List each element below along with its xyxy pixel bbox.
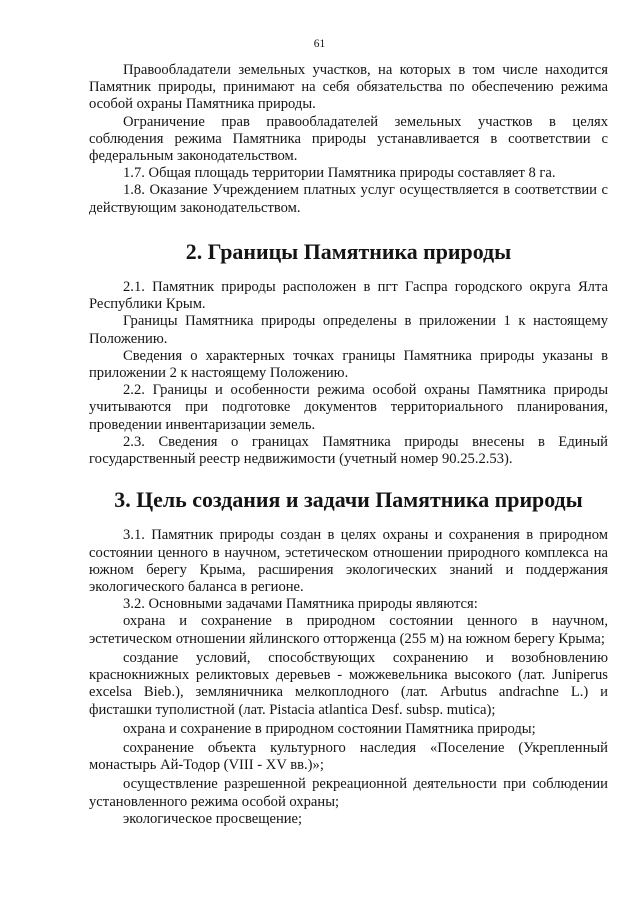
paragraph-2-3-registry: 2.3. Сведения о границах Памятника природы внесены в Единый государственный реестр недвижимости (учетный номер 90.25.2.53). [89, 433, 608, 468]
task-item-cultural-heritage: сохранение объекта культурного наследия «Поселение (Укрепленный монастырь Ай-Тодор (VIII - XV вв.)»; [89, 739, 608, 774]
section-3-heading: 3. Цель создания и задачи Памятника природы [114, 487, 583, 513]
paragraph-rightholders: Правообладатели земельных участков, на которых в том числе находится Памятник природы, принимают на себя обязательства по обеспечению режима особой охраны Памятника природы. [89, 62, 608, 113]
task-item-preservation: охрана и сохранение в природном состоянии Памятника природы; [123, 720, 536, 737]
paragraph-rights-restriction: Ограничение прав правообладателей земельных участков в целях соблюдения режима Памятника природы устанавливается в соответствии с федеральным законодательством. [89, 113, 608, 165]
paragraph-3-2-tasks-intro: 3.2. Основными задачами Памятника природы являются: [123, 596, 478, 613]
paragraph-1-8-paid-services: 1.8. Оказание Учреждением платных услуг осуществляется в соответствии с действующим законодательством. [89, 182, 608, 216]
paragraph-boundaries-appendix-1: Границы Памятника природы определены в приложении 1 к настоящему Положению. [89, 313, 608, 347]
paragraph-3-1-purpose: 3.1. Памятник природы создан в целях охраны и сохранения в природном состоянии ценного в научном, эстетическом отношении природного комплекса на южном берегу Крыма, расширения экологических знаний и поддержания экологического баланса в регионе. [89, 527, 608, 596]
task-item-recreation: осуществление разрешенной рекреационной деятельности при соблюдении установленного режима особой охраны; [89, 776, 608, 810]
paragraph-2-1-location: 2.1. Памятник природы расположен в пгт Гаспра городского округа Ялта Республики Крым. [89, 279, 608, 313]
document-body [89, 62, 608, 828]
paragraph-2-2-planning: 2.2. Границы и особенности режима особой охраны Памятника природы учитываются при подготовке документов территориального планирования, проведении инвентаризации земель. [89, 382, 608, 433]
task-item-ecological-education: экологическое просвещение; [123, 810, 303, 827]
page-number: 61 [313, 38, 326, 50]
task-item-relict-trees: создание условий, способствующих сохранению и возобновлению краснокнижных реликтовых деревьев - можжевельника высокого (лат. Juniperus excelsa Bieb.), земляничника мелкоплодного (лат. Arbutus andrachne L.) и фисташки туполистной (лат. Pistacia atlantica Desf. subsp. mutica); [89, 649, 608, 718]
paragraph-1-7-area: 1.7. Общая площадь территории Памятника природы составляет 8 га. [123, 165, 556, 182]
paragraph-points-appendix-2: Сведения о характерных точках границы Памятника природы указаны в приложении 2 к настоящему Положению. [89, 347, 608, 382]
section-2-heading: 2. Границы Памятника природы [185, 238, 512, 264]
task-item-otterzhenets: охрана и сохранение в природном состоянии ценного в научном, эстетическом отношении яйлинского отторженца (255 м) на южном берегу Крыма; [89, 613, 608, 647]
